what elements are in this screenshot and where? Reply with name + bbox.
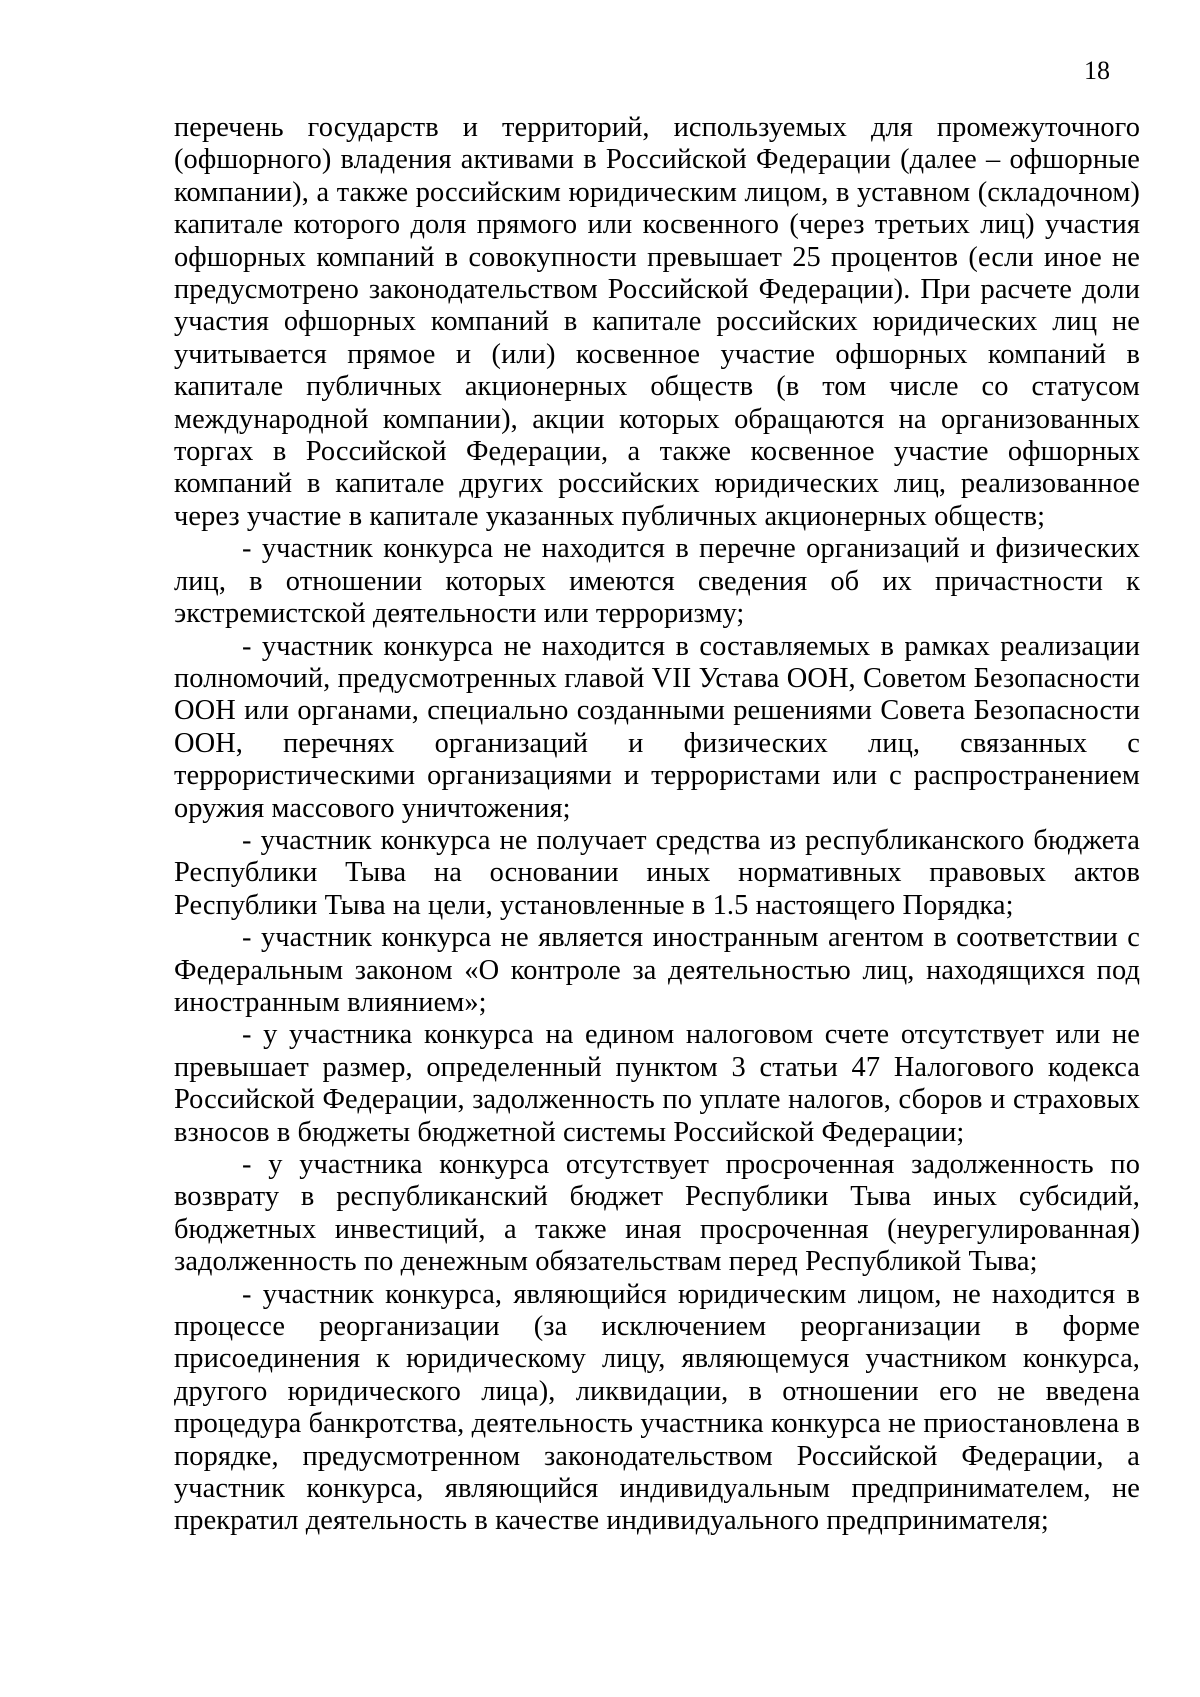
paragraph-foreign-agent: - участник конкурса не является иностранным агентом в соответствии с Федеральным законом «О контроле за деятельностью лиц, находящихся под иностранным влиянием»; (174, 922, 1140, 1018)
paragraph-un-sanctions-list: - участник конкурса не находится в составляемых в рамках реализации полномочий, предусмотренных главой VII Устава ООН, Советом Безопасности ООН или органами, специально созданными решениями Совета Безопасности ООН, перечнях организаций и физических лиц, связанных с террористическими организациями и террористами или с распространением оружия массового уничтожения; (174, 630, 1140, 824)
paragraph-overdue-debt: - у участника конкурса отсутствует просроченная задолженность по возврату в республиканский бюджет Республики Тыва иных субсидий, бюджетных инвестиций, а также иная просроченная (неурегулированная) задолженность по денежным обязательствам перед Республикой Тыва; (174, 1149, 1140, 1278)
paragraph-offshore-companies: перечень государств и территорий, используемых для промежуточного (офшорного) владения активами в Российской Федерации (далее – офшорные компании), а также российским юридическим лицом, в уставном (складочном) капитале которого доля прямого или косвенного (через третьих лиц) участия офшорных компаний в совокупности превышает 25 процентов (если иное не предусмотрено законодательством Российской Федерации). При расчете доли участия офшорных компаний в капитале российских юридических лиц не учитывается прямое и (или) косвенное участие офшорных компаний в капитале публичных акционерных обществ (в том числе со статусом международной компании), акции которых обращаются на организованных торгах в Российской Федерации, а также косвенное участие офшорных компаний в капитале других российских юридических лиц, реализованное через участие в капитале указанных публичных акционерных обществ; (174, 112, 1140, 532)
document-body (174, 112, 1140, 1538)
page-number: 18 (1084, 56, 1110, 85)
paragraph-tax-debt: - у участника конкурса на едином налоговом счете отсутствует или не превышает размер, определенный пунктом 3 статьи 47 Налогового кодекса Российской Федерации, задолженность по уплате налогов, сборов и страховых взносов в бюджеты бюджетной системы Российской Федерации; (174, 1019, 1140, 1148)
paragraph-other-budget-funds: - участник конкурса не получает средства из республиканского бюджета Республики Тыва на основании иных нормативных правовых актов Республики Тыва на цели, установленные в 1.5 настоящего Порядка; (174, 824, 1140, 921)
paragraph-extremism-list: - участник конкурса не находится в перечне организаций и физических лиц, в отношении которых имеются сведения об их причастности к экстремистской деятельности или терроризму; (174, 533, 1140, 630)
paragraph-reorganization: - участник конкурса, являющийся юридическим лицом, не находится в процессе реорганизации (за исключением реорганизации в форме присоединения к юридическому лицу, являющемуся участником конкурса, другого юридического лица), ликвидации, в отношении его не введена процедура банкротства, деятельность участника конкурса не приостановлена в порядке, предусмотренном законодательством Российской Федерации, а участник конкурса, являющийся индивидуальным предпринимателем, не прекратил деятельность в качестве индивидуального предпринимателя; (174, 1278, 1140, 1537)
